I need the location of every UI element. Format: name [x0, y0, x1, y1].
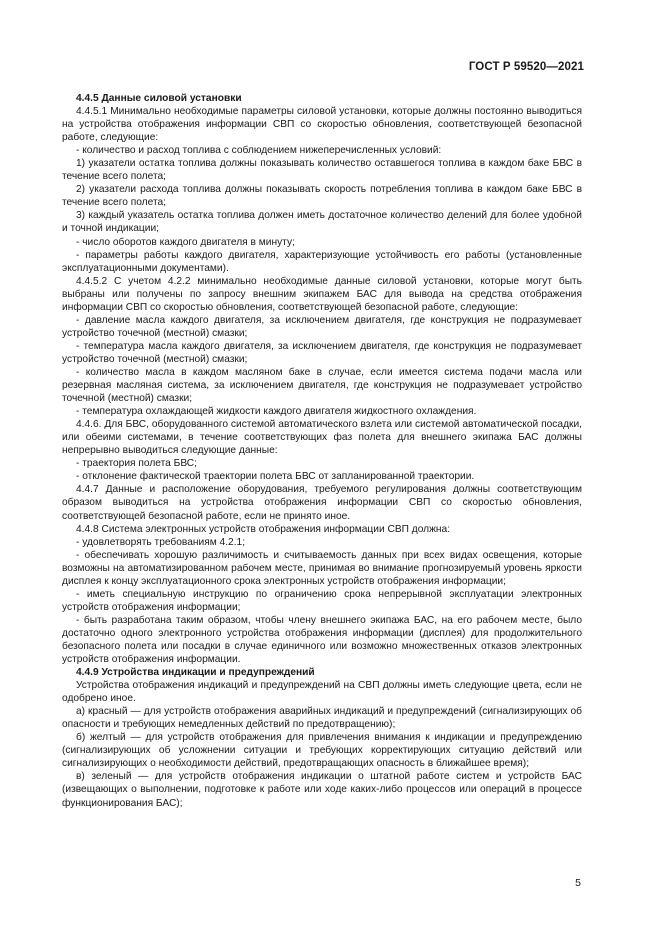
paragraph: 2) указатели расхода топлива должны показывать скорость потребления топлива в каждом баке БВС в течение всего полета;	[62, 184, 582, 209]
standard-code-header: ГОСТ Р 59520—2021	[468, 61, 584, 73]
paragraph: а) красный — для устройств отображения аварийных индикаций и предупреждений (сигнализирующих об опасности и требующих немедленных действий по предотвращению);	[62, 706, 582, 731]
paragraph: - число оборотов каждого двигателя в минуту;	[76, 236, 295, 248]
page-number: 5	[575, 877, 581, 889]
paragraph: - параметры работы каждого двигателя, характеризующие устойчивость его работы (установленные эксплуатационными документами).	[62, 249, 582, 274]
paragraph: б) желтый — для устройств отображения для привлечения внимания к индикации и предупреждению (сигнализирующих об усложнении ситуации и требующих корректирующих ситуацию действий или сигнализирующих о необходимости действий, предотвращающих опасность в ближайшее время);	[62, 732, 582, 770]
section-heading: 4.4.9 Устройства индикации и предупреждений	[76, 667, 315, 679]
paragraph: - давление масла каждого двигателя, за исключением двигателя, где конструкция не подразумевает устройство точечной (местной) смазки;	[62, 314, 582, 339]
paragraph: 4.4.6. Для БВС, оборудованного системой автоматического взлета или системой автоматической посадки, или обеими системами, в течение соответствующих фаз полета для внешнего экипажа БАС должны непрерывно выводиться следующие данные:	[62, 419, 582, 457]
paragraph: - удовлетворять требованиям 4.2.1;	[76, 536, 246, 548]
paragraph: 3) каждый указатель остатка топлива должен иметь достаточное количество делений для более удобной и точной индикации;	[62, 210, 582, 235]
paragraph: - количество масла в каждом масляном баке в случае, если имеется система подачи масла или резервная масляная система, за исключением двигателя, где конструкция не подразумевает устройство точечной (местной) смазки;	[62, 366, 582, 405]
paragraph: 1) указатели остатка топлива должны показывать количество оставшегося топлива в каждом баке БВС в течение всего полета;	[62, 158, 582, 183]
paragraph: Устройства отображения индикаций и предупреждений на СВП должны иметь следующие цвета, если не одобрено иное.	[62, 680, 582, 705]
section-heading: 4.4.5 Данные силовой установки	[76, 93, 242, 104]
paragraph: - быть разработана таким образом, чтобы члену внешнего экипажа БАС, на его рабочем месте, было достаточно одного электронного устройства отображения информации (дисплея) для продолжительного безопасного полета или посадки в случае единичного или возможно множественных отказов электронных устройств отображения информации.	[62, 614, 582, 666]
paragraph: 4.4.5.1 Минимально необходимые параметры силовой установки, которые должны постоянно выводиться на устройства отображения информации СВП со скоростью обновления, соответствующей безопасной работе, следующие:	[62, 106, 582, 144]
paragraph: - отклонение фактической траектории полета БВС от запланированной траектории.	[76, 471, 475, 483]
paragraph: - температура масла каждого двигателя, за исключением двигателя, где конструкция не подразумевает устройство точечной (местной) смазки;	[62, 340, 582, 365]
paragraph: - количество и расход топлива с соблюдением нижеперечисленных условий:	[76, 145, 442, 157]
paragraph: - обеспечивать хорошую различимость и считываемость данных при всех видах освещения, которые возможны на автоматизированном рабочем месте, принимая во внимание прогнозируемый уровень яркости дисплея к концу эксплуатационного срока электронных устройств отображения информации;	[62, 549, 582, 587]
paragraph: 4.4.5.2 С учетом 4.2.2 минимально необходимые данные силовой установки, которые могут быть выбраны или получены по запросу внешним экипажем БАС для вывода на средства отображения информации СВП со скоростью обновления, соответствующей безопасной работе, следующие:	[62, 275, 582, 313]
paragraph: - температура охлаждающей жидкости каждого двигателя жидкостного охлаждения.	[76, 406, 477, 418]
paragraph: 4.4.8 Система электронных устройств отображения информации СВП должна:	[76, 523, 451, 535]
paragraph: 4.4.7 Данные и расположение оборудования, требуемого регулирования должны соответствующим образом выводиться на устройства отображения информации СВП со скоростью обновления, соответствующей безопасной работе, если не принято иное.	[62, 484, 582, 522]
paragraph: - траектория полета БВС;	[76, 458, 197, 470]
paragraph: - иметь специальную инструкцию по ограничению срока непрерывной эксплуатации электронных устройств отображения информации;	[62, 588, 582, 613]
paragraph: в) зеленый — для устройств отображения индикации о штатной работе систем и устройств БАС (извещающих о выполнении, подготовке к работе или ходе каких-либо процессов или операций в процессе функционирования БАС);	[62, 771, 582, 809]
page-body	[62, 92, 582, 810]
